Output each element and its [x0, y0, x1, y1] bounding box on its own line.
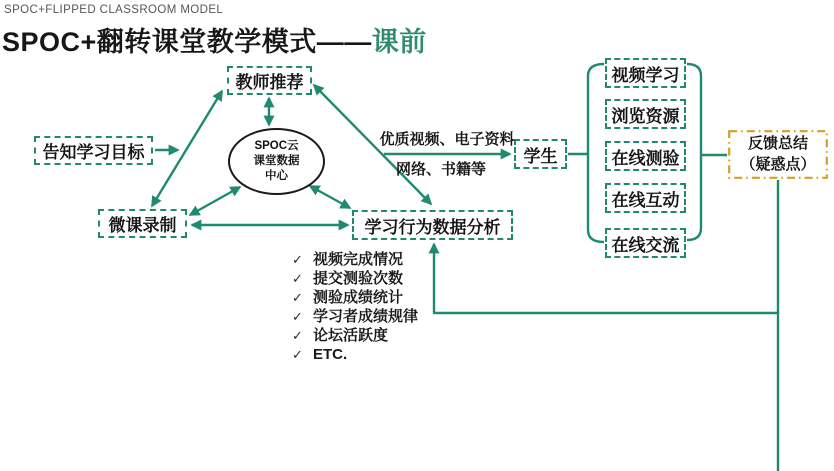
cloud-line3: 中心	[265, 169, 288, 182]
title-main: SPOC+翻转课堂教学模式	[2, 27, 317, 57]
node-browse-resources	[605, 99, 686, 129]
node-teacher-recommend	[227, 66, 312, 95]
checklist	[292, 250, 418, 364]
node-label: 学习行为数据分析	[364, 217, 501, 237]
node-label: 在线交流	[611, 235, 680, 255]
node-inform-goal	[34, 136, 153, 165]
feedback-line1: 反馈总结	[747, 135, 808, 153]
node-label: 浏览资源	[611, 106, 680, 126]
node-online-interaction	[605, 183, 686, 213]
checklist-item	[292, 288, 418, 307]
edge-teacher-microlecture	[152, 91, 222, 206]
check-icon: ✓	[292, 252, 303, 267]
checklist-text: 测验成绩统计	[313, 289, 404, 306]
node-label: 学生	[523, 146, 558, 166]
check-icon: ✓	[292, 309, 303, 324]
node-student	[514, 139, 567, 169]
title-phase: 课前	[371, 27, 427, 57]
check-icon: ✓	[292, 347, 303, 362]
checklist-item	[292, 345, 418, 364]
eyebrow-text: SPOC+FLIPPED CLASSROOM MODEL	[4, 4, 224, 16]
edge-label-network-books: 网络、书籍等	[395, 161, 486, 178]
checklist-text: ETC.	[313, 346, 348, 363]
edge-microlecture-cloud	[190, 187, 240, 215]
node-online-communication	[605, 228, 686, 258]
checklist-text: 论坛活跃度	[313, 327, 389, 344]
feedback-line2: （疑惑点）	[740, 155, 816, 173]
node-video-study	[605, 58, 686, 88]
check-icon: ✓	[292, 290, 303, 305]
checklist-text: 视频完成情况	[313, 251, 404, 268]
node-label: 视频学习	[611, 65, 680, 85]
cloud-line2: 课堂数据	[253, 155, 300, 168]
checklist-item	[292, 250, 418, 269]
edge-label-quality-resources: 优质视频、电子资料	[379, 131, 515, 148]
node-cloud-center	[228, 128, 325, 195]
checklist-item	[292, 269, 418, 288]
node-label: 在线互动	[611, 190, 680, 210]
node-label: 微课录制	[108, 216, 177, 235]
node-online-test	[605, 141, 686, 171]
checklist-text: 学习者成绩规律	[313, 308, 419, 325]
bracket-activities-feedback	[687, 64, 701, 240]
bracket-student-activities	[588, 64, 604, 242]
checklist-item	[292, 326, 418, 345]
node-behavior-analysis	[352, 210, 513, 240]
check-icon: ✓	[292, 328, 303, 343]
node-micro-lecture	[98, 209, 187, 238]
node-label: 教师推荐	[235, 73, 304, 92]
cloud-line1: SPOC云	[254, 140, 299, 153]
title-dash: ——	[316, 27, 372, 57]
node-feedback-summary	[728, 130, 828, 179]
edge-cloud-analysis	[310, 186, 350, 208]
node-label: 在线测验	[611, 148, 680, 168]
checklist-text: 提交测验次数	[313, 270, 404, 287]
check-icon: ✓	[292, 271, 303, 286]
page-title	[2, 20, 427, 59]
node-label: 告知学习目标	[42, 143, 145, 162]
checklist-item	[292, 307, 418, 326]
